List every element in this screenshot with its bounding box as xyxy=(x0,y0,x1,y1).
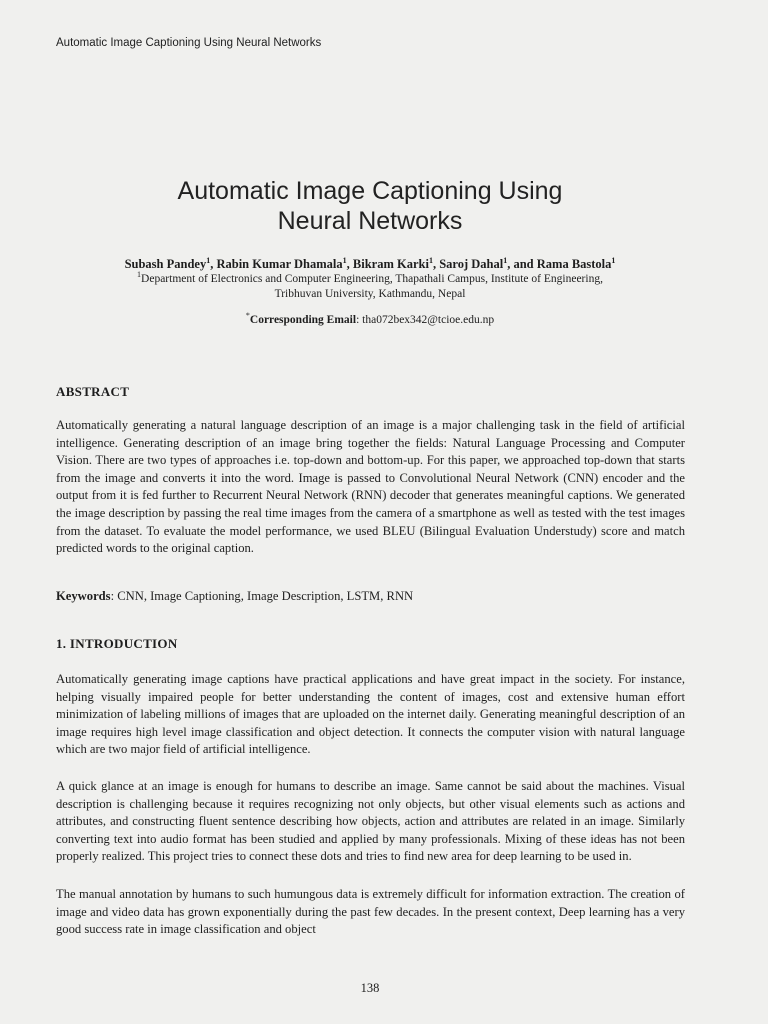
author-separator: , xyxy=(432,257,440,271)
author-affil-mark: 1 xyxy=(342,255,347,265)
affiliation-line-1: Department of Electronics and Computer Engineering, Thapathali Campus, Institute of Engineering, xyxy=(141,273,603,285)
author-separator: , xyxy=(210,257,217,271)
keywords-label: Keywords xyxy=(56,589,111,603)
keywords xyxy=(56,588,685,606)
affiliation-line-2: Tribhuvan University, Kathmandu, Nepal xyxy=(274,288,466,300)
intro-paragraph-2: A quick glance at an image is enough for humans to describe an image. Same cannot be said about the machines. Visual description is challenging because it requires recognizing not only objects, but other visual elements such as actions and attributes, and constructing fluent sentence describing how objects, action and attributes are related in an image. Similarly converting text into audio format has been studied and applied by many professionals. Mixing of these ideas has not been properly realized. This project tries to connect these dots and tries to find new area for deep learning to be used in. xyxy=(56,779,685,864)
corresponding-email-label: Corresponding Email xyxy=(249,314,357,326)
abstract-text: Automatically generating a natural language description of an image is a major challenging task in the field of artificial intelligence. Generating description of an image bring together the fields: Natural Language Processing and Computer Vision. There are two types of approaches i.e. top-down and bottom-up. For this paper, we approached top-down that starts from the image and converts it into the word. Image is passed to Convolutional Neural Network (CNN) encoder and the output from it is fed further to Recurrent Neural Network (RNN) decoder that generates meaningful captions. We generated the image description by passing the real time images from the camera of a smartphone as well as tested with the test images from the dataset. To evaluate the model performance, we used BLEU (Bilingual Evaluation Understudy) score and match predicted words to the original caption. xyxy=(56,418,685,556)
affiliation-mark: 1 xyxy=(137,270,142,280)
author-list xyxy=(60,256,680,272)
affiliation xyxy=(60,272,680,302)
intro-paragraph-1: Automatically generating image captions have practical applications and have great impact in the society. For instance, helping visually impaired people for better understanding the content of images, cost and extensive human effort minimization of labeling millions of images that are uploaded on the internet daily. Generating meaningful description of an image requires high level image classification and object detection. It connects the computer vision with natural language which are two major field of artificial intelligence. xyxy=(56,672,685,757)
author-affil-mark: 1 xyxy=(503,255,508,265)
title-line-1: Automatic Image Captioning Using xyxy=(177,177,563,205)
keywords-text: : CNN, Image Captioning, Image Description, LSTM, RNN xyxy=(110,589,414,603)
title-line-2: Neural Networks xyxy=(277,207,463,235)
author-name: Rabin Kumar Dhamala xyxy=(216,257,343,271)
intro-paragraph-3: The manual annotation by humans to such humungous data is extremely difficult for information extraction. The creation of image and video data has grown exponentially during the past few decades. In the present context, Deep learning has a very good success rate in image classification and object xyxy=(56,887,685,937)
running-header: Automatic Image Captioning Using Neural Networks xyxy=(56,37,322,49)
corresponding-email-value: : tha072bex342@tcioe.edu.np xyxy=(356,314,495,326)
paper-title xyxy=(100,176,640,236)
introduction-heading: 1. INTRODUCTION xyxy=(56,636,178,651)
author-affil-mark: 1 xyxy=(428,255,433,265)
author-affil-mark: 1 xyxy=(611,255,616,265)
page-number: 138 xyxy=(360,981,380,995)
corresponding-mark: * xyxy=(245,311,250,321)
author-name: Subash Pandey xyxy=(124,257,207,271)
author-name: Saroj Dahal xyxy=(439,257,504,271)
corresponding-email xyxy=(60,313,680,328)
author-separator: , and xyxy=(507,257,537,271)
author-name: Bikram Karki xyxy=(352,257,429,271)
abstract-heading: ABSTRACT xyxy=(56,384,130,399)
author-separator: , xyxy=(346,257,353,271)
author-affil-mark: 1 xyxy=(206,255,211,265)
author-name: Rama Bastola xyxy=(536,257,612,271)
